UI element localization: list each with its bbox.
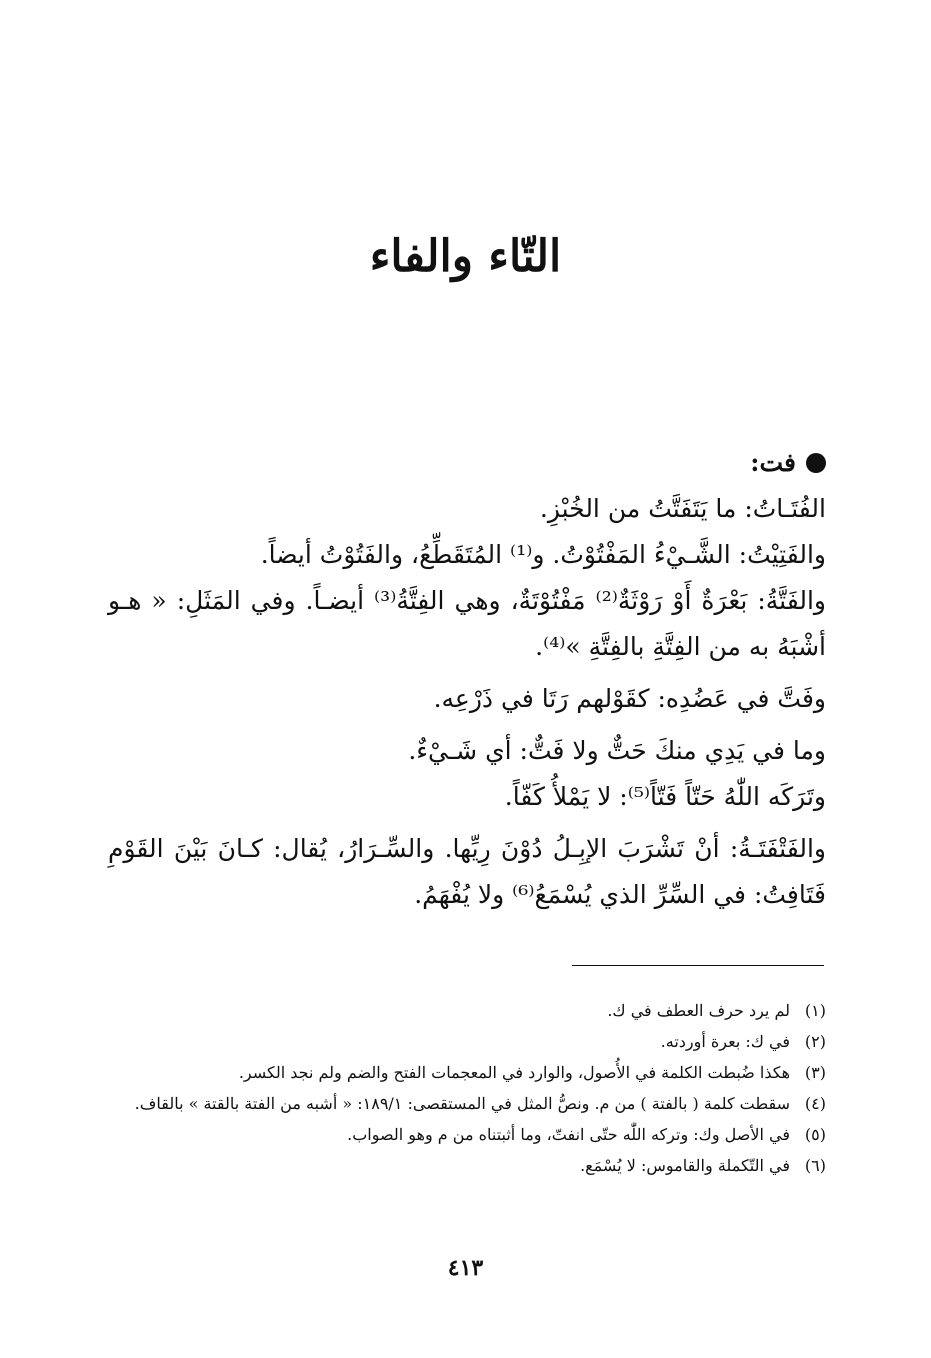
footnotes <box>108 995 826 1181</box>
footnote-number: (٦) <box>804 1156 826 1175</box>
entry-line: والفَتِيْتُ: الشَّـيْءُ المَفْتُوْتُ. و⁽¹⁾ المُتَقَطِّعُ، والفَتُوْتُ أيضاً. <box>260 540 826 569</box>
footnote-number: (١) <box>804 1001 826 1020</box>
chapter-title: التّاء والفاء <box>369 231 562 282</box>
footnote <box>108 995 826 1026</box>
footnote <box>108 1088 826 1119</box>
entry-line: والفَتْفَتَـةُ: أنْ تَشْرَبَ الإبِـلُ دُوْنَ رِيِّها. والسِّـرَارُ، يُقال: كـانَ بَيْنَ القَوْمِ فَتَافِتُ: في السِّرِّ الذي يُسْمَعُ⁽⁶⁾ ولا يُفْهَمُ. <box>108 834 826 909</box>
footnote-number: (٢) <box>804 1032 826 1051</box>
footnote-text: لم يرد حرف العطف في ك. <box>607 1001 790 1020</box>
dictionary-entry <box>108 440 826 918</box>
footnote-text: سقطت كلمة ( بالفتة ) من م. ونصُّ المثل في المستقصى: ١٨٩/١: « أشبه من الفتة بالقتة » بالقاف. <box>134 1094 790 1113</box>
bullet-icon <box>806 453 826 473</box>
footnote <box>108 1026 826 1057</box>
footnote <box>108 1150 826 1181</box>
entry-line: الفُتَـاتُ: ما يَتَفَتَّتُ من الخُبْزِ. <box>539 494 826 523</box>
entry-line: وتَرَكَه اللّٰهُ حَتّاً فَتّاً⁽⁵⁾: لا يَمْلأُ كَفّاً. <box>504 782 826 811</box>
footnote-number: (٥) <box>804 1125 826 1144</box>
footnote-number: (٣) <box>804 1063 826 1082</box>
entry-line: والفَتَّةُ: بَعْرَةٌ أَوْ رَوْثَةٌ⁽²⁾ مَفْتُوْتَةٌ، وهي الفِتَّةُ⁽³⁾ أيضـاً. وفي المَثَلِ: « هـو أشْبَهُ به من الفِتَّةِ بالفِتَّةِ »⁽⁴⁾. <box>108 586 826 661</box>
footnote-text: في الأصل وك: وتركه اللّٰه حتّى انفتّ، وما أثبتناه من م وهو الصواب. <box>347 1125 790 1144</box>
entry-head <box>108 440 826 486</box>
entry-line: وفَتَّ في عَضُدِه: كقَوْلهم رَتَا في ذَرْعِه. <box>433 684 826 713</box>
entry-line: وما في يَدِي منكَ حَتٌّ ولا فَتٌّ: أي شَـيْءٌ. <box>408 736 826 765</box>
footnote <box>108 1119 826 1150</box>
entry-root: فت: <box>750 448 796 477</box>
footnote-text: في التّكملة والقاموس: لا يُسْمَع. <box>580 1156 790 1175</box>
footnote <box>108 1057 826 1088</box>
page-number: ٤١٣ <box>447 1255 484 1281</box>
footnote-divider <box>572 965 824 966</box>
footnote-number: (٤) <box>804 1094 826 1113</box>
footnote-text: هكذا ضُبطت الكلمة في الأُصول، والوارد في المعجمات الفتح والضم ولم نجد الكسر. <box>238 1063 790 1082</box>
footnote-text: في ك: بعرة أوردته. <box>660 1032 790 1051</box>
